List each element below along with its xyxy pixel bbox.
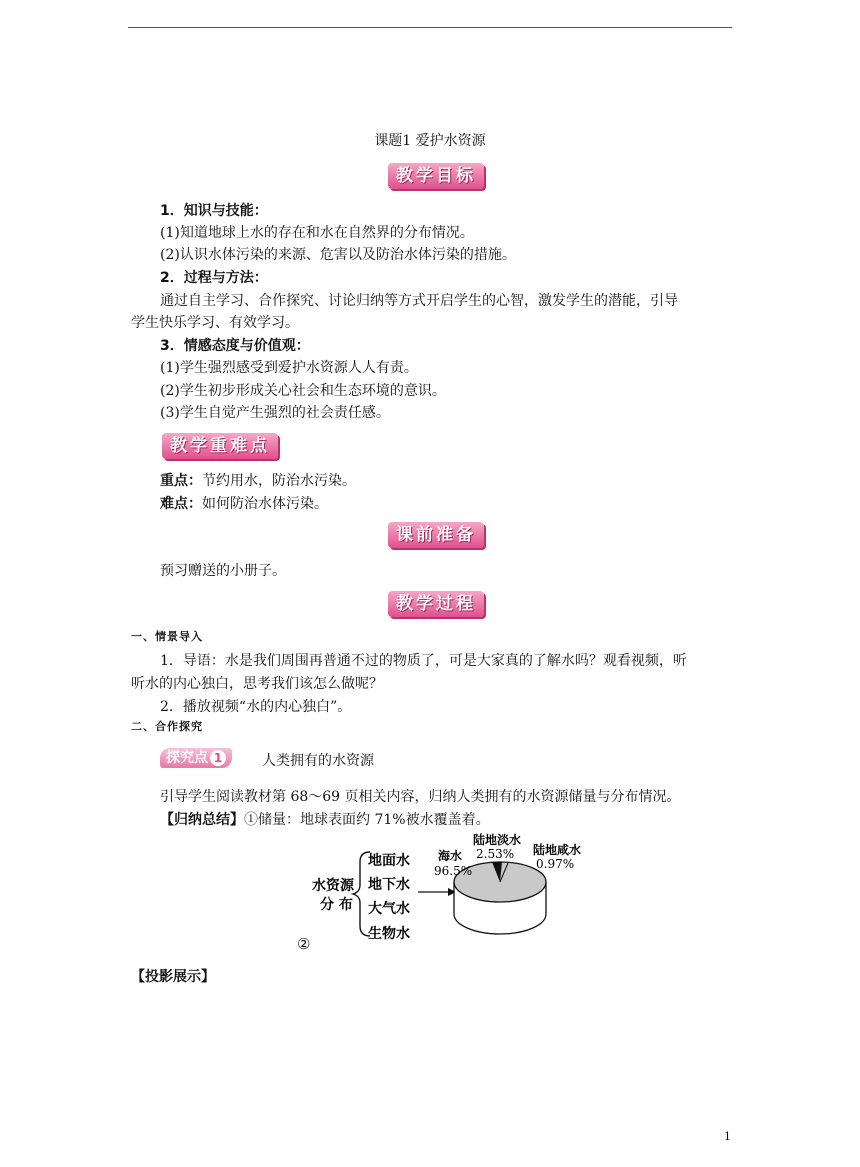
goal-line-2: (2)认识水体污染的来源、危害以及防治水体污染的措施。 [160,247,516,263]
page-number: 1 [724,1130,731,1143]
banner-key-points: 教学重难点 [162,433,278,459]
difficulty-text: 如何防治水体污染。 [202,496,328,512]
banner-goals: 教学目标 [388,163,484,189]
prep-text: 预习赠送的小册子。 [160,563,286,579]
section-1-heading: 一、情景导入 [131,630,203,643]
salt-pct: 0.97% [536,857,575,871]
goal-line-4: (1)学生强烈感受到爱护水资源人人有责。 [160,360,418,376]
salt-label: 陆地咸水 [533,843,582,857]
diagram-branch-3: 大气水 [368,901,410,917]
process-line-1b: 听水的内心独白，思考我们该怎么做呢？ [131,676,383,692]
water-distribution-diagram [290,830,610,960]
goal-line-3b: 学生快乐学习、有效学习。 [131,315,299,331]
summary-text: ①储量：地球表面约 71%被水覆盖着。 [244,812,490,828]
diagram-branch-1: 地面水 [368,853,410,869]
diagram-branch-2: 地下水 [368,877,410,893]
process-line-3: 引导学生阅读教材第 68～69 页相关内容，归纳人类拥有的水资源储量与分布情况。 [160,789,681,805]
key-point-label: 重点： [160,473,202,489]
summary-label: 【归纳总结】 [160,812,244,828]
diagram-root-line2: 分 布 [320,897,353,913]
goal-heading-2: 2．过程与方法： [160,270,268,286]
fresh-label: 陆地淡水 [473,833,522,847]
header-rule [128,27,732,28]
circle-two-marker: ② [297,935,311,953]
explore-point-tag [160,748,232,768]
goal-line-5: (2)学生初步形成关心社会和生态环境的意识。 [160,383,446,399]
sea-pct: 96.5% [434,864,473,878]
banner-process: 教学过程 [388,591,484,617]
diagram-branch-4: 生物水 [368,926,410,942]
page-title: 课题1 爱护水资源 [374,133,486,149]
explore-point-title: 人类拥有的水资源 [262,753,374,769]
goal-heading-3: 3．情感态度与价值观： [160,338,310,354]
banner-prep: 课前准备 [388,522,484,548]
goal-heading-1: 1．知识与技能： [160,203,268,219]
section-2-heading: 二、合作探究 [131,720,203,733]
goal-line-1: (1)知道地球上水的存在和水在自然界的分布情况。 [160,225,474,241]
explore-tag-label: 探究点 [166,750,208,766]
difficulty-label: 难点： [160,496,202,512]
diagram-root-line1: 水资源 [312,878,354,894]
fresh-pct: 2.53% [476,847,515,861]
process-line-1a: 1．导语：水是我们周围再普通不过的物质了，可是大家真的了解水吗？观看视频，听 [160,653,687,669]
key-point-line [160,470,356,490]
process-line-2: 2．播放视频“水的内心独白”。 [160,699,352,715]
key-point-text: 节约用水，防治水污染。 [202,473,356,489]
projection-heading: 【投影展示】 [131,969,215,985]
sea-label: 海水 [438,849,463,863]
difficulty-line [160,493,328,513]
explore-tag-number: 1 [210,750,226,766]
goal-line-3a: 通过自主学习、合作探究、讨论归纳等方式开启学生的心智，激发学生的潜能，引导 [160,293,678,309]
goal-line-6: (3)学生自觉产生强烈的社会责任感。 [160,405,390,421]
summary-line [160,809,490,829]
